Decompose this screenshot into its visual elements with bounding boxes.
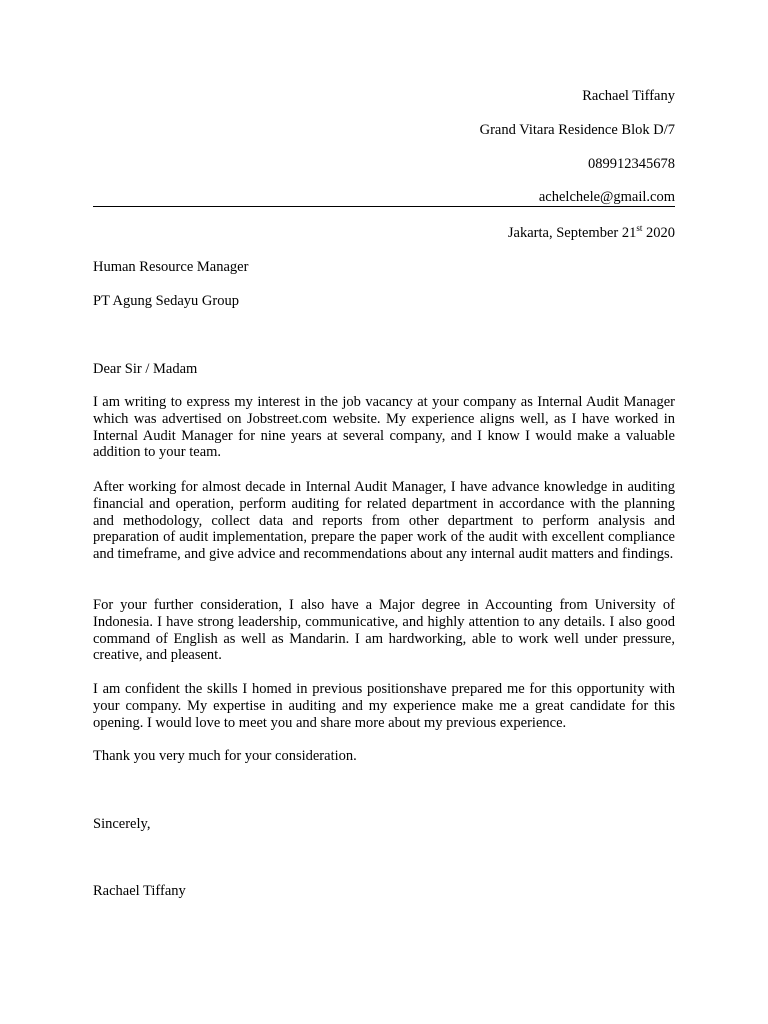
letter-date	[93, 225, 675, 242]
body-paragraph-3: For your further consideration, I also have a Major degree in Accounting from University of Indonesia. I have strong leadership, communicative, and highly attention to any details. I also good command of English as well as Mandarin. I am hardworking, able to work well under pressure, creative, and pleasent.	[93, 597, 675, 664]
sender-phone: 089912345678	[588, 156, 675, 172]
letter-page	[93, 0, 675, 1024]
sender-address: Grand Vitara Residence Blok D/7	[479, 122, 675, 138]
recipient-company: PT Agung Sedayu Group	[93, 293, 239, 309]
sender-name: Rachael Tiffany	[582, 88, 675, 104]
date-prefix: Jakarta, September 21	[507, 225, 637, 241]
salutation: Dear Sir / Madam	[93, 361, 198, 377]
header-divider	[93, 206, 675, 207]
closing: Sincerely,	[93, 816, 151, 832]
signature: Rachael Tiffany	[93, 883, 186, 899]
recipient-title: Human Resource Manager	[93, 259, 249, 275]
sender-email: achelchele@gmail.com	[538, 189, 675, 205]
date-ordinal: st	[636, 223, 643, 234]
body-paragraph-1: I am writing to express my interest in the job vacancy at your company as Internal Audit Manager which was advertised on Jobstreet.com website. My experience aligns well, as I have worked in Internal Audit Manager for nine years at several company, and I know I would make a valuable addition to your team.	[93, 394, 675, 461]
body-paragraph-2: After working for almost decade in Internal Audit Manager, I have advance knowledge in auditing financial and operation, perform auditing for related department in accordance with the planning and methodology, collect data and reports from other department to perform analysis and preparation of audit implementation, prepare the paper work of the audit with excellent compliance and timeframe, and give advice and recommendations about any internal audit matters and findings.	[93, 479, 675, 563]
body-paragraph-4: I am confident the skills I homed in previous positionshave prepared me for this opportunity with your company. My expertise in auditing and my experience make me a great candidate for this opening. I would love to meet you and share more about my previous experience.	[93, 681, 675, 731]
body-paragraph-5: Thank you very much for your consideration.	[93, 748, 357, 764]
date-year: 2020	[642, 225, 675, 241]
